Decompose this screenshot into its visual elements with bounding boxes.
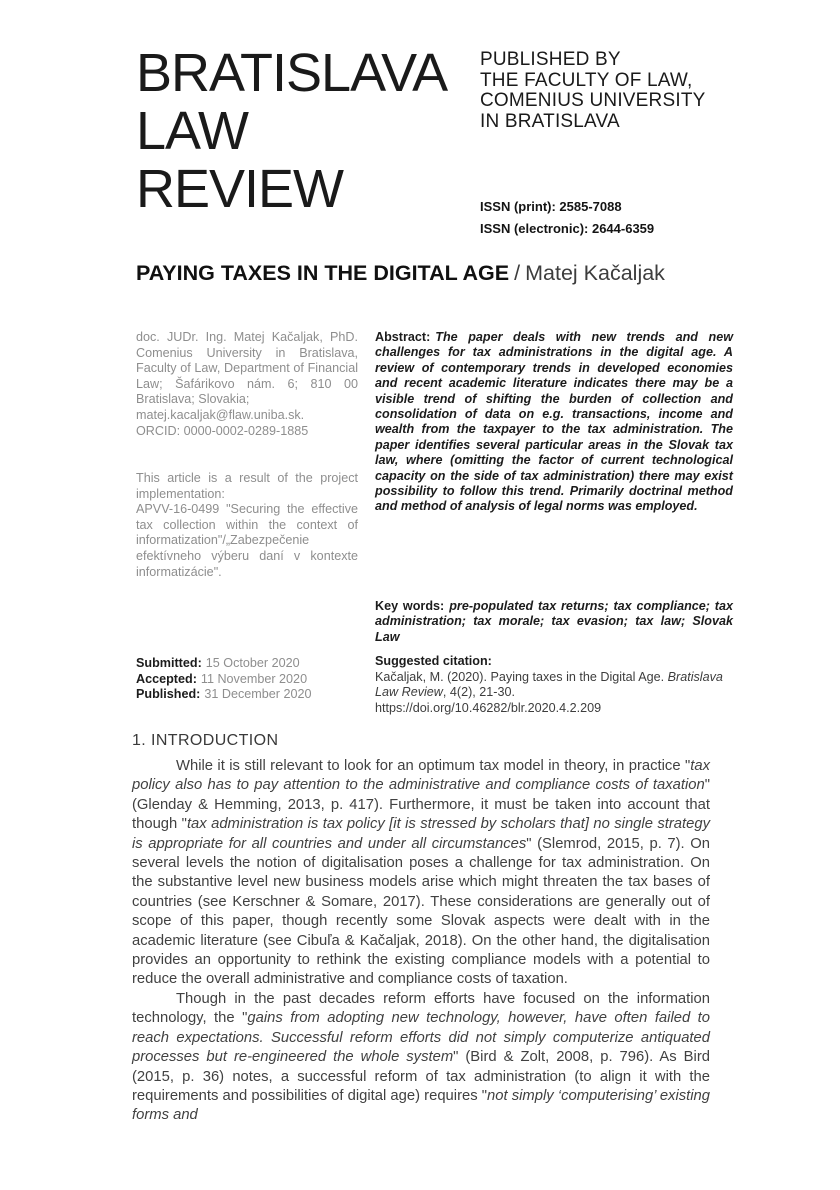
published-row: [136, 687, 376, 703]
article-author: Matej Kačaljak: [525, 261, 665, 285]
citation-label: Suggested citation:: [375, 654, 492, 668]
submitted-row: [136, 656, 376, 672]
title-separator: /: [514, 261, 521, 285]
published-date: 31 December 2020: [204, 687, 312, 702]
author-affiliation: doc. JUDr. Ing. Matej Kačaljak, PhD. Comenius University in Bratislava, Faculty of Law, Department of Financial Law; Šafárikovo nám. 6; 810 00 Bratislava; Slovakia;: [136, 330, 358, 407]
journal-logo-line: BRATISLAVA: [136, 43, 448, 103]
issn-block: [480, 196, 654, 240]
journal-logo-line: LAW: [136, 101, 249, 161]
project-note-grant: APVV-16-0499 "Securing the effective tax collection within the context of informatization"/„Zabezpečenie efektívneho výberu daní v kontexte informatizácie".: [136, 502, 358, 579]
publisher-line: THE FACULTY OF LAW,: [480, 69, 693, 91]
citation-text: Kačaljak, M. (2020). Paying taxes in the Digital Age. Bratislava Law Review, 4(2), 21-30. https://doi.org/10.46282/blr.2020.4.2.209: [375, 669, 723, 715]
article-title-row: [136, 261, 665, 286]
submitted-date: 15 October 2020: [205, 656, 300, 670]
introduction-paragraph: Though in the past decades reform efforts have focused on the information technology, the "gains from adopting new technology, however, have often failed to reach expectations. Successful reform efforts did not simply computerize antiquated processes but re-engineered the whole system" (Bird & Zolt, 2008, p. 796). As Bird (2015, p. 36) notes, a successful reform of tax administration (to align it with the requirements and possibilities of digital age) requires "not simply ‘computerising’ existing forms and: [132, 990, 710, 1124]
keywords-text: pre-populated tax returns; tax compliance; tax administration; tax morale; tax evasion; tax law; Slovak Law: [375, 599, 733, 644]
submitted-label: Submitted:: [136, 656, 202, 670]
author-email: matej.kacaljak@flaw.uniba.sk.: [136, 407, 305, 422]
introduction-body: [132, 757, 710, 1126]
issn-electronic: ISSN (electronic): 2644-6359: [480, 221, 655, 236]
abstract-text: The paper deals with new trends and new challenges for tax administrations in the digital age. A review of contemporary trends in developed economies and recent academic literature indicates there may be a visible trend of shifting the burden of collection and consolidation of data on e.g. transactions, income and wealth from the taxpayer to the tax administration. The paper identifies several particular areas in the Slovak tax law, where (omitting the factor of current technological capacity on the side of tax administration) there may exist possibility to follow this trend. Primarily doctrinal method and method of analysis of legal norms was employed.: [375, 330, 733, 514]
accepted-date: 11 November 2020: [200, 671, 308, 686]
published-label: Published:: [136, 687, 201, 702]
author-orcid: ORCID: 0000-0002-0289-1885: [136, 423, 309, 438]
section-heading-introduction: 1. INTRODUCTION: [132, 732, 279, 749]
author-affiliation-block: [136, 330, 358, 439]
abstract-block: [375, 330, 733, 515]
project-note-block: [136, 471, 358, 580]
accepted-label: Accepted:: [136, 671, 197, 686]
article-dates-block: [136, 656, 376, 703]
publisher-block: [480, 50, 706, 132]
introduction-paragraph: While it is still relevant to look for an optimum tax model in theory, in practice "tax policy also has to pay attention to the administrative and compliance costs of taxation" (Glenday & Hemming, 2013, p. 417). Furthermore, it must be taken into account that though "tax administration is tax policy [it is stressed by scholars that] no single strategy is appropriate for all countries and under all circumstances" (Slemrod, 2015, p. 7). On several levels the notion of digitalisation poses a challenge for tax administration. On the substantive level new business models arise which might threaten the tax bases of countries (see Kerschner & Somare, 2017). These considerations are generally out of scope of this paper, though recently some Slovak aspects were dealt with in the academic literature (see Cibuľa & Kačaljak, 2018). On the other hand, the digitalisation provides an opportunity to rethink the existing compliance models with a potential to reduce the overall administrative and compliance costs of taxation.: [132, 758, 710, 988]
suggested-citation-block: [375, 654, 733, 716]
publisher-line: PUBLISHED BY: [480, 49, 621, 70]
keywords-block: [375, 599, 733, 645]
accepted-row: [136, 672, 376, 688]
journal-logo: [136, 44, 447, 218]
publisher-line: COMENIUS UNIVERSITY: [480, 90, 706, 111]
issn-print: ISSN (print): 2585-7088: [480, 199, 622, 214]
article-title: PAYING TAXES IN THE DIGITAL AGE: [136, 261, 510, 285]
journal-logo-line: REVIEW: [136, 159, 344, 219]
keywords-label: Key words:: [375, 599, 445, 613]
project-note-intro: This article is a result of the project implementation:: [136, 471, 358, 501]
abstract-label: Abstract:: [375, 330, 431, 344]
publisher-line: IN BRATISLAVA: [480, 110, 620, 132]
